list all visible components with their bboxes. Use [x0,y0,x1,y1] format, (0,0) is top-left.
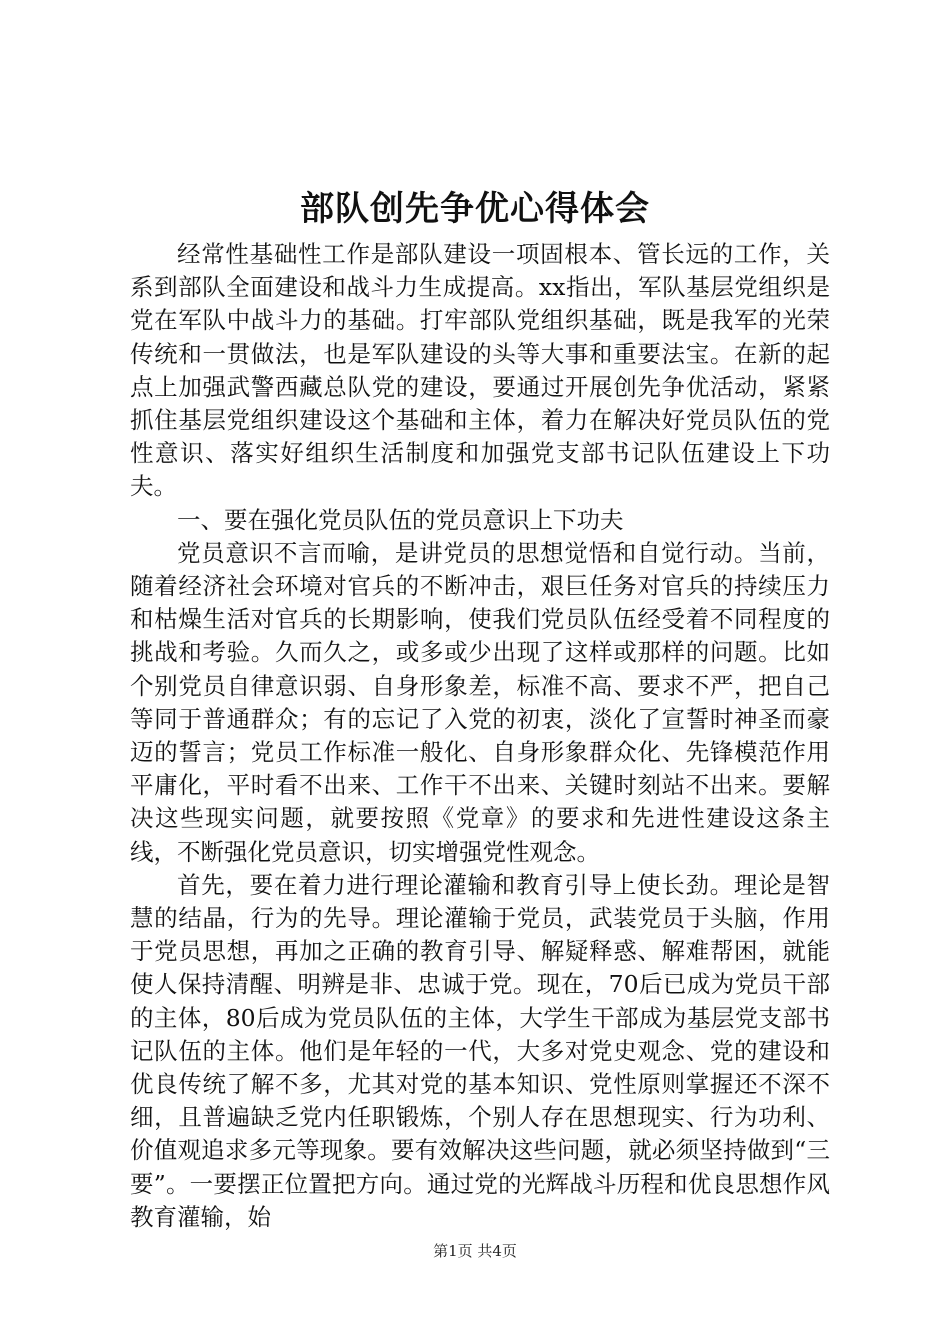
paragraph-party-awareness: 党员意识不言而喻，是讲党员的思想觉悟和自觉行动。当前，随着经济社会环境对官兵的不断冲击，艰巨任务对官兵的持续压力和枯燥生活对官兵的长期影响，使我们党员队伍经受着不同程度的挑战和考验。久而久之，或多或少出现了这样或那样的问题。比如个别党员自律意识弱、自身形象差，标准不高、要求不严，把自己等同于普通群众；有的忘记了入党的初衷，淡化了宣誓时神圣而豪迈的誓言；党员工作标准一般化、自身形象群众化、先锋模范作用平庸化，平时看不出来、工作干不出来、关键时刻站不出来。要解决这些现实问题，就要按照《党章》的要求和先进性建设这条主线，不断强化党员意识，切实增强党性观念。 [130,538,830,866]
section-heading-1: 一、要在强化党员队伍的党员意识上下功夫 [177,505,624,534]
paragraph-theory-education: 首先，要在着力进行理论灌输和教育引导上使长劲。理论是智慧的结晶，行为的先导。理论灌输于党员，武装党员于头脑，作用于党员思想，再加之正确的教育引导、解疑释惑、解难帮困，就能使人保持清醒、明辨是非、忠诚于党。现在，70后已成为党员干部的主体，80后成为党员队伍的主体，大学生干部成为基层党支部书记队伍的主体。他们是年轻的一代，大多对党史观念、党的建设和优良传统了解不多，尤其对党的基本知识、党性原则掌握还不深不细，且普遍缺乏党内任职锻炼，个别人存在思想现实、行为功利、价值观追求多元等现象。要有效解决这些问题，就必须坚持做到“三要”。一要摆正位置把方向。通过党的光辉战斗历程和优良思想作风教育灌输，始 [130,870,830,1231]
document-body [130,238,830,1234]
page-footer: 第1页 共4页 [433,1242,517,1260]
document-title: 部队创先争优心得体会 [300,189,650,229]
paragraph-intro: 经常性基础性工作是部队建设一项固根本、管长远的工作，关系到部队全面建设和战斗力生成提高。xx指出，军队基层党组织是党在军队中战斗力的基础。打牢部队党组织基础，既是我军的光荣传统和一贯做法，也是军队建设的头等大事和重要法宝。在新的起点上加强武警西藏总队党的建设，要通过开展创先争优活动，紧紧抓住基层党组织建设这个基础和主体，着力在解决好党员队伍的党性意识、落实好组织生活制度和加强党支部书记队伍建设上下功夫。 [130,240,830,501]
